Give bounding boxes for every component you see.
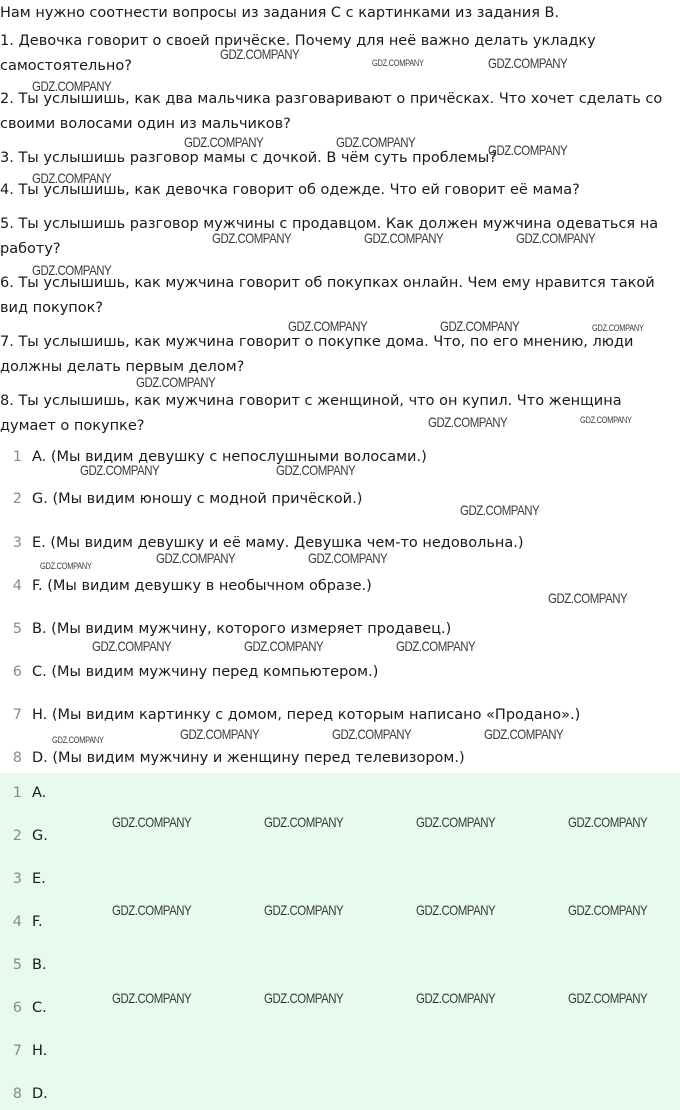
- answer-letter: G.: [32, 828, 48, 844]
- picture-item-5: [0, 618, 680, 640]
- watermark: GDZ.COMPANY: [244, 638, 324, 654]
- watermark: GDZ.COMPANY: [32, 262, 112, 278]
- picture-item-2: [0, 488, 680, 510]
- picture-description: D. (Мы видим мужчину и женщину перед телевизором.): [32, 750, 465, 766]
- watermark: GDZ.COMPANY: [548, 590, 628, 606]
- watermark: GDZ.COMPANY: [416, 902, 496, 918]
- watermark: GDZ.COMPANY: [264, 814, 344, 830]
- question-7: 7. Ты услышишь, как мужчина говорит о покупке дома. Что, по его мнению, люди должны делать первым делом?: [0, 334, 634, 375]
- picture-description: B. (Мы видим мужчину, которого измеряет продавец.): [32, 621, 452, 637]
- answer-row-3: [0, 868, 680, 890]
- watermark: GDZ.COMPANY: [580, 415, 632, 425]
- question-6: 6. Ты услышишь, как мужчина говорит об покупках онлайн. Чем ему нравится такой вид покупок?: [0, 275, 655, 316]
- watermark: GDZ.COMPANY: [184, 134, 264, 150]
- watermark: GDZ.COMPANY: [264, 902, 344, 918]
- picture-number: 5: [12, 621, 22, 637]
- watermark: GDZ.COMPANY: [568, 902, 648, 918]
- picture-description: H. (Мы видим картинку с домом, перед которым написано «Продано».): [32, 707, 581, 723]
- picture-number: 1: [12, 449, 22, 465]
- answer-letter: A.: [32, 785, 47, 801]
- watermark: GDZ.COMPANY: [180, 726, 260, 742]
- question-4: 4. Ты услышишь, как девочка говорит об одежде. Что ей говорит её мама?: [0, 182, 580, 198]
- watermark: GDZ.COMPANY: [112, 902, 192, 918]
- answer-row-8: [0, 1083, 680, 1105]
- answer-number: 4: [12, 914, 22, 930]
- watermark: GDZ.COMPANY: [488, 55, 568, 71]
- watermark: GDZ.COMPANY: [156, 550, 236, 566]
- watermark: GDZ.COMPANY: [92, 638, 172, 654]
- watermark: GDZ.COMPANY: [568, 814, 648, 830]
- picture-item-8: [0, 747, 680, 769]
- picture-number: 8: [12, 750, 22, 766]
- picture-number: 2: [12, 491, 22, 507]
- watermark: GDZ.COMPANY: [32, 78, 112, 94]
- watermark: GDZ.COMPANY: [516, 230, 596, 246]
- watermark: GDZ.COMPANY: [592, 323, 644, 333]
- answer-number: 3: [12, 871, 22, 887]
- answer-number: 8: [12, 1086, 22, 1102]
- picture-number: 6: [12, 664, 22, 680]
- watermark: GDZ.COMPANY: [460, 502, 540, 518]
- watermark: GDZ.COMPANY: [264, 990, 344, 1006]
- watermark: GDZ.COMPANY: [336, 134, 416, 150]
- watermark: GDZ.COMPANY: [52, 735, 104, 745]
- watermark: GDZ.COMPANY: [308, 550, 388, 566]
- picture-description: G. (Мы видим юношу с модной причёской.): [32, 491, 363, 507]
- question-2: 2. Ты услышишь, как два мальчика разговаривают о причёсках. Что хочет сделать со своими волосами один из мальчиков?: [0, 91, 663, 132]
- watermark: GDZ.COMPANY: [32, 170, 112, 186]
- watermark: GDZ.COMPANY: [212, 230, 292, 246]
- answer-number: 2: [12, 828, 22, 844]
- answer-row-7: [0, 1040, 680, 1062]
- answer-number: 5: [12, 957, 22, 973]
- watermark: GDZ.COMPANY: [488, 142, 568, 158]
- watermark: GDZ.COMPANY: [396, 638, 476, 654]
- watermark: GDZ.COMPANY: [40, 561, 92, 571]
- picture-number: 7: [12, 707, 22, 723]
- watermark: GDZ.COMPANY: [440, 318, 520, 334]
- watermark: GDZ.COMPANY: [416, 814, 496, 830]
- watermark: GDZ.COMPANY: [372, 58, 424, 68]
- question-3: 3. Ты услышишь разговор мамы с дочкой. В чём суть проблемы?: [0, 150, 497, 166]
- watermark: GDZ.COMPANY: [220, 46, 300, 62]
- answer-number: 6: [12, 1000, 22, 1016]
- picture-number: 3: [12, 535, 22, 551]
- watermark: GDZ.COMPANY: [364, 230, 444, 246]
- watermark: GDZ.COMPANY: [80, 462, 160, 478]
- answer-letter: B.: [32, 957, 47, 973]
- answer-letter: C.: [32, 1000, 47, 1016]
- watermark: GDZ.COMPANY: [276, 462, 356, 478]
- watermark: GDZ.COMPANY: [416, 990, 496, 1006]
- answer-letter: D.: [32, 1086, 48, 1102]
- picture-description: C. (Мы видим мужчину перед компьютером.): [32, 664, 379, 680]
- picture-number: 4: [12, 578, 22, 594]
- answer-number: 1: [12, 785, 22, 801]
- intro-text: Нам нужно соотнести вопросы из задания С с картинками из задания B.: [0, 5, 560, 21]
- picture-item-6: [0, 661, 680, 683]
- watermark: GDZ.COMPANY: [428, 414, 508, 430]
- watermark: GDZ.COMPANY: [288, 318, 368, 334]
- answer-letter: H.: [32, 1043, 48, 1059]
- picture-item-7: [0, 704, 680, 726]
- picture-description: A. (Мы видим девушку с непослушными волосами.): [32, 449, 427, 465]
- answer-row-1: [0, 782, 680, 804]
- question-5: 5. Ты услышишь разговор мужчины с продавцом. Как должен мужчина одеваться на работу?: [0, 216, 659, 257]
- answer-number: 7: [12, 1043, 22, 1059]
- watermark: GDZ.COMPANY: [332, 726, 412, 742]
- watermark: GDZ.COMPANY: [112, 814, 192, 830]
- watermark: GDZ.COMPANY: [484, 726, 564, 742]
- picture-description: F. (Мы видим девушку в необычном образе.): [32, 578, 372, 594]
- answer-row-5: [0, 954, 680, 976]
- watermark: GDZ.COMPANY: [568, 990, 648, 1006]
- question-1: 1. Девочка говорит о своей причёске. Почему для неё важно делать укладку самостоятельно?: [0, 33, 596, 74]
- watermark: GDZ.COMPANY: [112, 990, 192, 1006]
- answer-letter: F.: [32, 914, 43, 930]
- watermark: GDZ.COMPANY: [136, 374, 216, 390]
- picture-description: E. (Мы видим девушку и её маму. Девушка чем-то недовольна.): [32, 535, 524, 551]
- question-8: 8. Ты услышишь, как мужчина говорит с женщиной, что он купил. Что женщина думает о покупке?: [0, 393, 622, 434]
- answer-letter: E.: [32, 871, 46, 887]
